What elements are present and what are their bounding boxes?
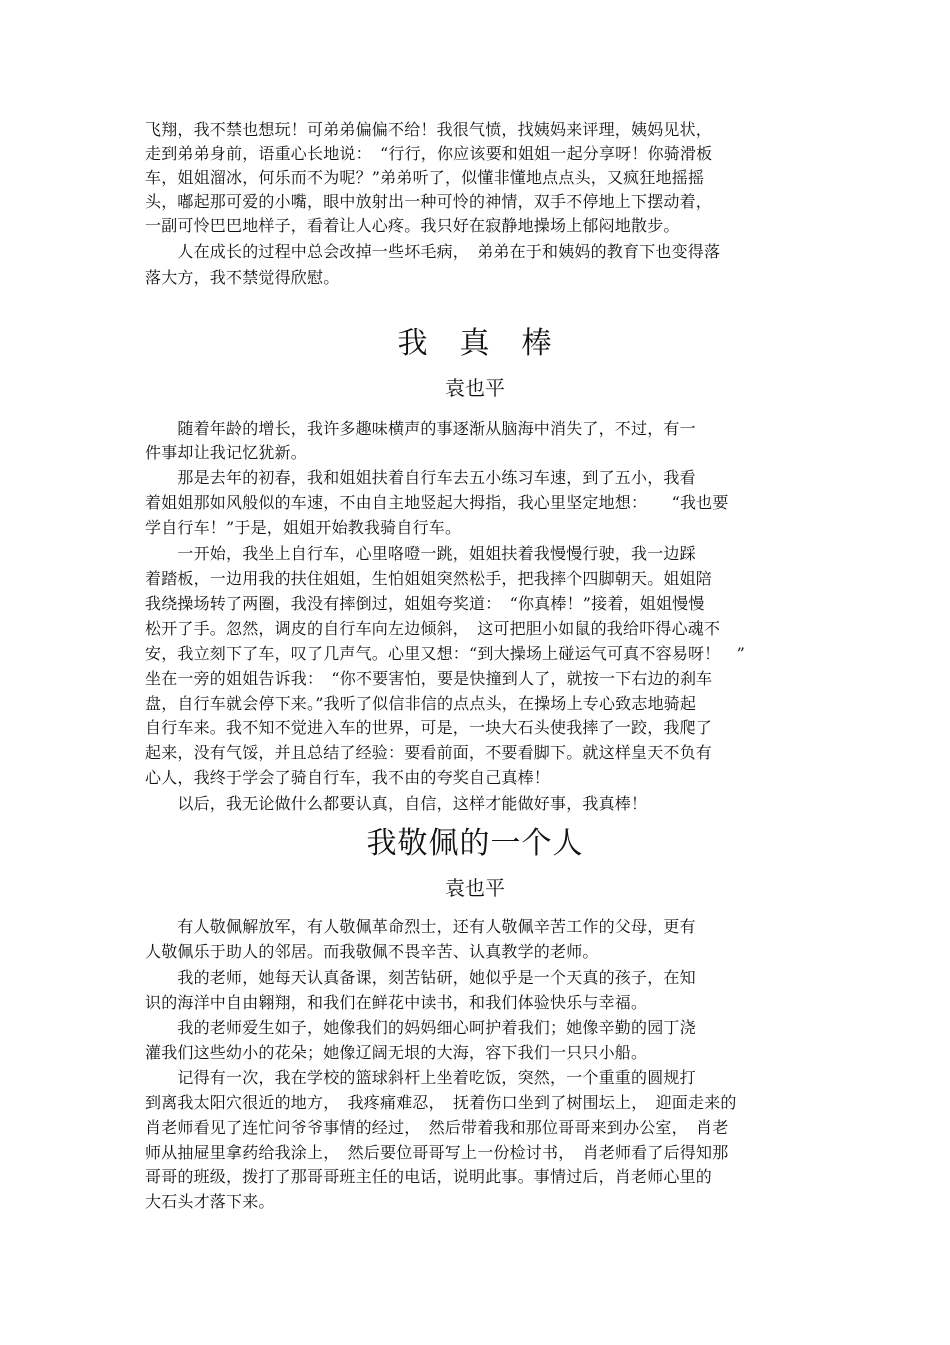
paragraph-line: 肖老师看见了连忙问爷爷事情的经过， 然后带着我和那位哥哥来到办公室， 肖老: [145, 1118, 729, 1137]
paragraph-line: 走到弟弟身前，语重心长地说： “行行，你应该要和姐姐一起分享呀！你骑滑板: [145, 144, 713, 163]
paragraph-line: 落大方，我不禁觉得欣慰。: [145, 268, 340, 287]
essay-title: 我敬佩的一个人: [366, 826, 584, 861]
paragraph-line: 自行车来。我不知不觉进入车的世界，可是，一块大石头使我摔了一跤，我爬了: [145, 718, 713, 737]
paragraph-line: 我绕操场转了两圈，我没有摔倒过，姐姐夸奖道： “你真棒！”接着，姐姐慢慢: [145, 594, 705, 613]
paragraph-line: 安，我立刻下了车，叹了几声气。心里又想：“到大操场上碰运气可真不容易呀！ ”: [145, 644, 745, 663]
paragraph-line: 那是去年的初春，我和姐姐扶着自行车去五小练习车速，到了五小，我看: [145, 468, 696, 487]
paragraph-line: 人敬佩乐于助人的邻居。而我敬佩不畏辛苦、认真教学的老师。: [145, 942, 599, 961]
paragraph-line: 心人，我终于学会了骑自行车，我不由的夸奖自己真棒！: [145, 768, 551, 787]
paragraph-line: 着踏板，一边用我的扶住姐姐，生怕姐姐突然松手，把我摔个四脚朝天。姐姐陪: [145, 569, 713, 588]
paragraph-line: 到离我太阳穴很近的地方， 我疼痛难忍， 抚着伤口坐到了树围坛上， 迎面走来的: [145, 1093, 737, 1112]
paragraph-line: 头，嘟起那可爱的小嘴，眼中放射出一种可怜的神情，双手不停地上下摆动着，: [145, 192, 713, 211]
paragraph-line: 一副可怜巴巴地样子，看着让人心疼。我只好在寂静地操场上郁闷地散步。: [145, 216, 680, 235]
paragraph-line: 件事却让我记忆犹新。: [145, 443, 308, 462]
paragraph-line: 车，姐姐溜冰，何乐而不为呢？”弟弟听了，似懂非懂地点点头，又疯狂地摇摇: [145, 168, 705, 187]
essay-author: 袁也平: [445, 376, 505, 400]
essay-title: 我 真 棒: [397, 326, 553, 361]
paragraph-line: 飞翔，我不禁也想玩！可弟弟偏偏不给！我很气愤，找姨妈来评理，姨妈见状，: [145, 120, 713, 139]
paragraph-line: 着姐姐那如风般似的车速，不由自主地竖起大拇指，我心里坚定地想： “我也要: [145, 493, 729, 512]
paragraph-line: 盘，自行车就会停下来。”我听了似信非信的点点头，在操场上专心致志地骑起: [145, 694, 697, 713]
paragraph-line: 学自行车！”于是，姐姐开始教我骑自行车。: [145, 518, 462, 537]
paragraph-line: 坐在一旁的姐姐告诉我： “你不要害怕，要是快撞到人了，就按一下右边的刹车: [145, 669, 713, 688]
paragraph-line: 人在成长的过程中总会改掉一些坏毛病， 弟弟在于和姨妈的教育下也变得落: [145, 242, 721, 261]
paragraph-line: 大石头才落下来。: [145, 1192, 275, 1211]
paragraph-line: 随着年龄的增长，我许多趣味横声的事逐渐从脑海中消失了，不过，有一: [145, 419, 696, 438]
paragraph-line: 有人敬佩解放军，有人敬佩革命烈士，还有人敬佩辛苦工作的父母，更有: [145, 917, 696, 936]
paragraph-line: 师从抽屉里拿药给我涂上， 然后要位哥哥写上一份检讨书， 肖老师看了后得知那: [145, 1143, 729, 1162]
paragraph-line: 哥哥的班级，拨打了那哥哥班主任的电话，说明此事。事情过后，肖老师心里的: [145, 1167, 713, 1186]
paragraph-line: 以后，我无论做什么都要认真，自信，这样才能做好事，我真棒！: [145, 794, 648, 813]
paragraph-line: 记得有一次，我在学校的篮球斜杆上坐着吃饭，突然，一个重重的圆规打: [145, 1068, 696, 1087]
essay-author: 袁也平: [445, 876, 505, 900]
paragraph-line: 起来，没有气馁，并且总结了经验：要看前面，不要看脚下。就这样皇天不负有: [145, 743, 713, 762]
paragraph-line: 我的老师，她每天认真备课，刻苦钻研，她似乎是一个天真的孩子，在知: [145, 968, 696, 987]
paragraph-line: 我的老师爱生如子，她像我们的妈妈细心呵护着我们；她像辛勤的园丁浇: [145, 1018, 696, 1037]
paragraph-line: 松开了手。忽然，调皮的自行车向左边倾斜， 这可把胆小如鼠的我给吓得心魂不: [145, 619, 721, 638]
paragraph-line: 识的海洋中自由翱翔，和我们在鲜花中读书，和我们体验快乐与幸福。: [145, 993, 648, 1012]
paragraph-line: 一开始，我坐上自行车，心里咯噔一跳，姐姐扶着我慢慢行驶，我一边踩: [145, 544, 696, 563]
paragraph-line: 灌我们这些幼小的花朵；她像辽阔无垠的大海，容下我们一只只小船。: [145, 1043, 648, 1062]
